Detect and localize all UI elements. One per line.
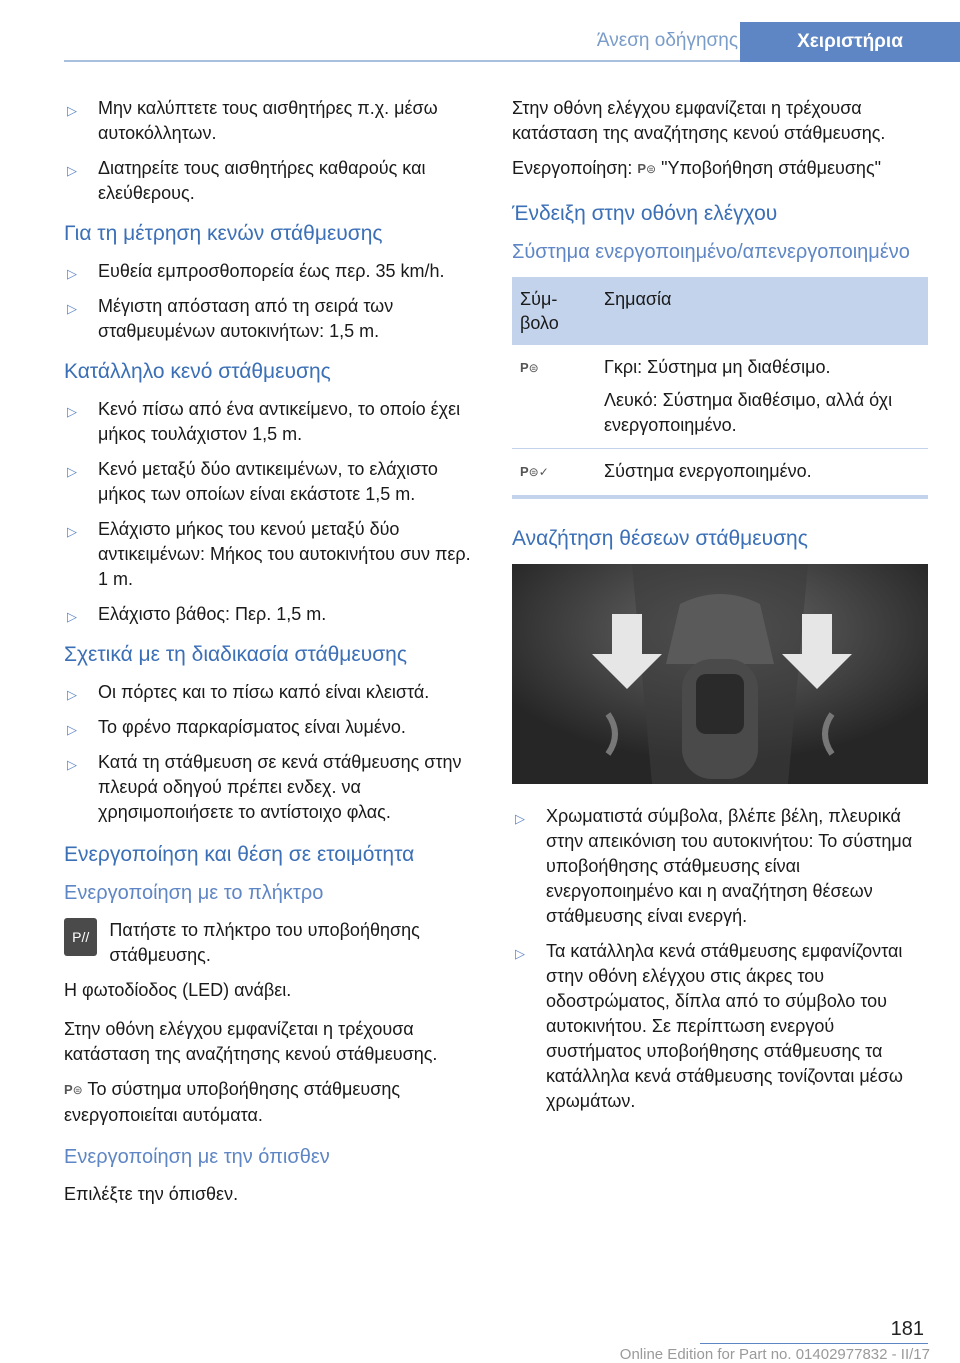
- bullet-triangle-icon: ▷: [515, 946, 525, 961]
- park-assist-active-symbol-icon: P⊜✓: [520, 464, 549, 479]
- table-cell-symbol: [512, 449, 596, 498]
- list-item: ▷ Οι πόρτες και το πίσω καπό είναι κλειστά.: [64, 680, 476, 705]
- list-item: ▷ Μέγιστη απόσταση από τη σειρά των σταθμευμένων αυτοκινήτων: 1,5 m.: [67, 296, 394, 341]
- list-item: ▷ Κενό πίσω από ένα αντικείμενο, το οποίο έχει μήκος τουλάχιστον 1,5 m.: [67, 399, 461, 444]
- display-text: Στην οθόνη ελέγχου εμφανίζεται η τρέχουσα κατάσταση της αναζήτησης κενού στάθμευσης.: [64, 1019, 438, 1064]
- led-text: Η φωτοδίοδος (LED) ανάβει.: [64, 980, 292, 1000]
- table-row: [512, 345, 928, 449]
- bullet-triangle-icon: ▷: [67, 722, 77, 737]
- list-item: ▷ Μην καλύπτετε τους αισθητήρες π.χ. μέσω αυτοκόλλητων.: [67, 98, 438, 143]
- park-assist-symbol-icon: P⊜: [637, 161, 657, 176]
- header-tab[interactable]: Χειριστήρια: [740, 22, 960, 62]
- heading-system: Σύστημα ενεργοποιημένο/απενεργοποιημένο: [512, 241, 910, 263]
- header-rule: [64, 60, 740, 62]
- bullet-triangle-icon: ▷: [67, 524, 77, 539]
- activation-path: Ενεργοποίηση: P⊜ "Υποβοήθηση στάθμευσης": [512, 156, 928, 182]
- car-display-illustration: [512, 564, 928, 784]
- heading-activation: Ενεργοποίηση και θέση σε ετοιμότητα: [64, 843, 415, 866]
- park-assist-button-icon: P//: [64, 918, 97, 956]
- edition-note: Online Edition for Part no. 01402977832 - II/17: [619, 1346, 930, 1363]
- bullet-triangle-icon: ▷: [67, 404, 77, 419]
- button-instruction: P// Πατήστε το πλήκτρο του υποβοήθησης στάθμευσης.: [64, 918, 476, 968]
- page-header: [0, 22, 960, 62]
- heading-indicator: Ένδειξη στην οθόνη ελέγχου: [512, 202, 778, 225]
- right-column: [512, 96, 928, 1124]
- list-item: ▷ Κατά τη στάθμευση σε κενά στάθμευσης στην πλευρά οδηγού πρέπει ενδεχ. να χρησιμοποιήσετε το αντίστοιχο φλας.: [67, 752, 462, 822]
- park-assist-symbol-icon: P⊜: [520, 360, 539, 375]
- list-item: ▷ Ευθεία εμπροσθοπορεία έως περ. 35 km/h.: [64, 259, 476, 284]
- bullet-triangle-icon: ▷: [67, 757, 77, 772]
- bullet-triangle-icon: ▷: [67, 163, 77, 178]
- heading-measure: Για τη μέτρηση κενών στάθμευσης: [64, 222, 383, 245]
- heading-procedure: Σχετικά με τη διαδικασία στάθμευσης: [64, 643, 407, 666]
- heading-button: Ενεργοποίηση με το πλήκτρο: [64, 882, 324, 904]
- bullet-triangle-icon: ▷: [67, 464, 77, 479]
- left-column: [64, 96, 476, 1217]
- table-cell-meaning: Γκρι: Σύστημα μη διαθέσιμο. Λευκό: Σύστημα διαθέσιμο, αλλά όχι ενεργοποιημένο.: [596, 345, 928, 449]
- table-header-row: [512, 277, 928, 345]
- parking-display-image: [512, 564, 928, 784]
- table-row: [512, 449, 928, 498]
- heading-suitable: Κατάλληλο κενό στάθμευσης: [64, 360, 331, 383]
- bullet-triangle-icon: ▷: [67, 687, 77, 702]
- bullet-triangle-icon: ▷: [67, 301, 77, 316]
- footer-rule: [700, 1343, 928, 1344]
- park-assist-symbol-icon: P⊜: [64, 1082, 83, 1097]
- list-item: ▷ Ελάχιστο μήκος του κενού μεταξύ δύο αντικειμένων: Μήκος του αυτοκινήτου συν περ. 1 m.: [67, 519, 471, 589]
- bullet-triangle-icon: ▷: [67, 266, 77, 281]
- table-header-meaning: Σημασία: [596, 277, 928, 345]
- symbol-table: [512, 277, 928, 499]
- list-item: ▷ Κενό μεταξύ δύο αντικειμένων, το ελάχιστο μήκος των οποίων είναι εκάστοτε 1,5 m.: [67, 459, 438, 504]
- heading-search: Αναζήτηση θέσεων στάθμευσης: [512, 527, 808, 550]
- bullet-triangle-icon: ▷: [67, 103, 77, 118]
- heading-reverse: Ενεργοποίηση με την όπισθεν: [64, 1146, 330, 1168]
- list-item: ▷ Τα κατάλληλα κενά στάθμευσης εμφανίζονται στην οθόνη ελέγχου στις άκρες του οδοστρώματος, δίπλα από το σύμβολο του αυτοκινήτου. Σε περίπτωση ενεργού συστήματος υποβοήθησης στάθμευσης τα κατάλληλα κενά στάθμευσης τονίζονται μέσω χρωμάτων.: [515, 941, 903, 1111]
- table-cell-symbol: [512, 345, 596, 449]
- header-section: Άνεση οδήγησης: [596, 30, 738, 51]
- reverse-text: Επιλέξτε την όπισθεν.: [64, 1184, 239, 1204]
- bullet-triangle-icon: ▷: [67, 609, 77, 624]
- table-header-symbol: Σύμ-βολο: [512, 277, 596, 345]
- list-item: ▷ Ελάχιστο βάθος: Περ. 1,5 m.: [64, 602, 476, 627]
- page-number: 181: [890, 1318, 924, 1340]
- list-item: ▷ Χρωματιστά σύμβολα, βλέπε βέλη, πλευρικά στην απεικόνιση του αυτοκινήτου: Το σύστημα υποβοήθησης στάθμευσης είναι ενεργοποιημένο και η αναζήτηση θέσεων στάθμευσης είναι ενεργή.: [515, 806, 913, 926]
- list-item: ▷ Διατηρείτε τους αισθητήρες καθαρούς και ελεύθερους.: [67, 158, 426, 203]
- table-cell-meaning: Σύστημα ενεργοποιημένο.: [596, 449, 928, 498]
- list-item: ▷ Το φρένο παρκαρίσματος είναι λυμένο.: [64, 715, 476, 740]
- auto-text: P⊜ Το σύστημα υποβοήθησης στάθμευσης ενεργοποιείται αυτόματα.: [64, 1079, 401, 1125]
- display-text-right: Στην οθόνη ελέγχου εμφανίζεται η τρέχουσα κατάσταση της αναζήτησης κενού στάθμευσης.: [512, 98, 886, 143]
- bullet-triangle-icon: ▷: [515, 811, 525, 826]
